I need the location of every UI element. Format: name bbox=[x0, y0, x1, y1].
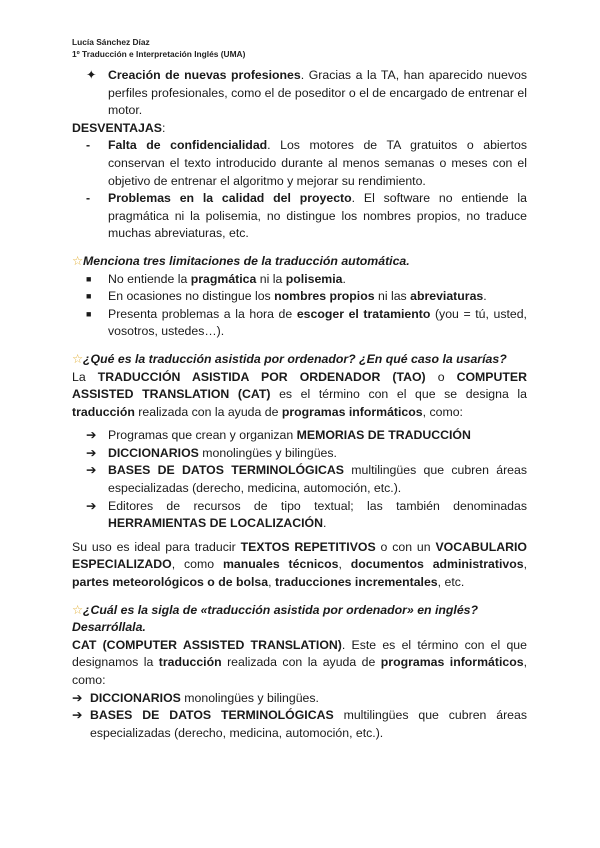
list-item: ➔ BASES DE DATOS TERMINOLÓGICAS multilingües que cubren áreas especializadas (derecho, medicina, automoción, etc.). bbox=[86, 463, 527, 496]
arrow-bullet-icon: ➔ bbox=[86, 498, 97, 513]
question-3-title: ☆¿Cuál es la sigla de «traducción asistida por ordenador» en inglés? Desarróllala. bbox=[72, 602, 479, 635]
diamond-bullet-icon: ✦ bbox=[86, 68, 97, 82]
list-item: ✦ Creación de nuevas profesiones. Gracias a la TA, han aparecido nuevos perfiles profesionales, como el de poseditor o el de encargado de entrenar el motor. bbox=[86, 68, 527, 118]
list-item: ■ Presenta problemas a la hora de escoger el tratamiento (you = tú, usted, vosotros, ustedes…). bbox=[86, 306, 527, 339]
list-item: - Falta de confidencialidad. Los motores de TA gratuitos o abiertos conservan el texto introducido durante al menos semanas o meses con el objetivo de entrenar el algoritmo y mejorar su rendimiento. bbox=[86, 138, 527, 188]
list-item: ➔ Editores de recursos de tipo textual; las también denominadas HERRAMIENTAS DE LOCALIZACIÓN. bbox=[86, 498, 527, 531]
dash-bullet-icon: - bbox=[86, 191, 91, 206]
dash-bullet-icon: - bbox=[86, 138, 91, 153]
author-name: Lucía Sánchez Díaz bbox=[72, 37, 150, 47]
list-item: ➔ DICCIONARIOS monolingües y bilingües. bbox=[72, 690, 527, 708]
square-bullet-icon: ■ bbox=[86, 291, 92, 302]
arrow-bullet-icon: ➔ bbox=[86, 463, 97, 478]
list-item: ➔ DICCIONARIOS monolingües y bilingües. bbox=[72, 445, 527, 463]
page-header bbox=[72, 37, 245, 60]
document-body bbox=[72, 67, 527, 742]
list-item: ➔ BASES DE DATOS TERMINOLÓGICAS multilingües que cubren áreas especializadas (derecho, medicina, automoción, etc.). bbox=[72, 708, 527, 740]
question-2-title: ☆¿Qué es la traducción asistida por ordenador? ¿En qué caso la usarías? bbox=[72, 351, 507, 366]
desventajas-heading: DESVENTAJAS: bbox=[72, 120, 166, 135]
list-item: ■ En ocasiones no distingue los nombres propios ni las abreviaturas. bbox=[72, 288, 527, 306]
list-item: ■ No entiende la pragmática ni la polisemia. bbox=[72, 271, 527, 289]
course-name: 1º Traducción e Interpretación Inglés (UMA) bbox=[72, 48, 246, 59]
arrow-bullet-icon: ➔ bbox=[86, 445, 97, 460]
arrow-bullet-icon: ➔ bbox=[72, 690, 83, 705]
question-3-answer: CAT (COMPUTER ASSISTED TRANSLATION). Este es el término con el que designamos la traducción realizada con la ayuda de programas informáticos, como: bbox=[72, 637, 527, 687]
square-bullet-icon: ■ bbox=[86, 308, 92, 319]
question-2-definition: La TRADUCCIÓN ASISTIDA POR ORDENADOR (TAO) o COMPUTER ASSISTED TRANSLATION (CAT) es el término con el que se designa la traducción realizada con la ayuda de programas informáticos, como: bbox=[72, 369, 528, 419]
star-icon: ☆ bbox=[72, 602, 84, 617]
question-1-title: ☆Menciona tres limitaciones de la traducción automática. bbox=[72, 253, 410, 268]
star-icon: ☆ bbox=[72, 351, 84, 366]
arrow-bullet-icon: ➔ bbox=[72, 708, 83, 723]
star-icon: ☆ bbox=[72, 253, 84, 268]
list-item: ➔ Programas que crean y organizan MEMORIAS DE TRADUCCIÓN bbox=[72, 427, 527, 445]
arrow-bullet-icon: ➔ bbox=[86, 428, 97, 443]
square-bullet-icon: ■ bbox=[86, 273, 92, 284]
list-item: - Problemas en la calidad del proyecto. El software no entiende la pragmática ni la polisemia, no distingue los nombres propios, no traduce muchas abreviaturas, etc. bbox=[86, 191, 528, 241]
question-2-usage: Su uso es ideal para traducir TEXTOS REPETITIVOS o con un VOCABULARIO ESPECIALIZADO, como manuales técnicos, documentos administrativos, partes meteorológicos o de bolsa, traducciones incrementales, etc. bbox=[72, 539, 527, 590]
